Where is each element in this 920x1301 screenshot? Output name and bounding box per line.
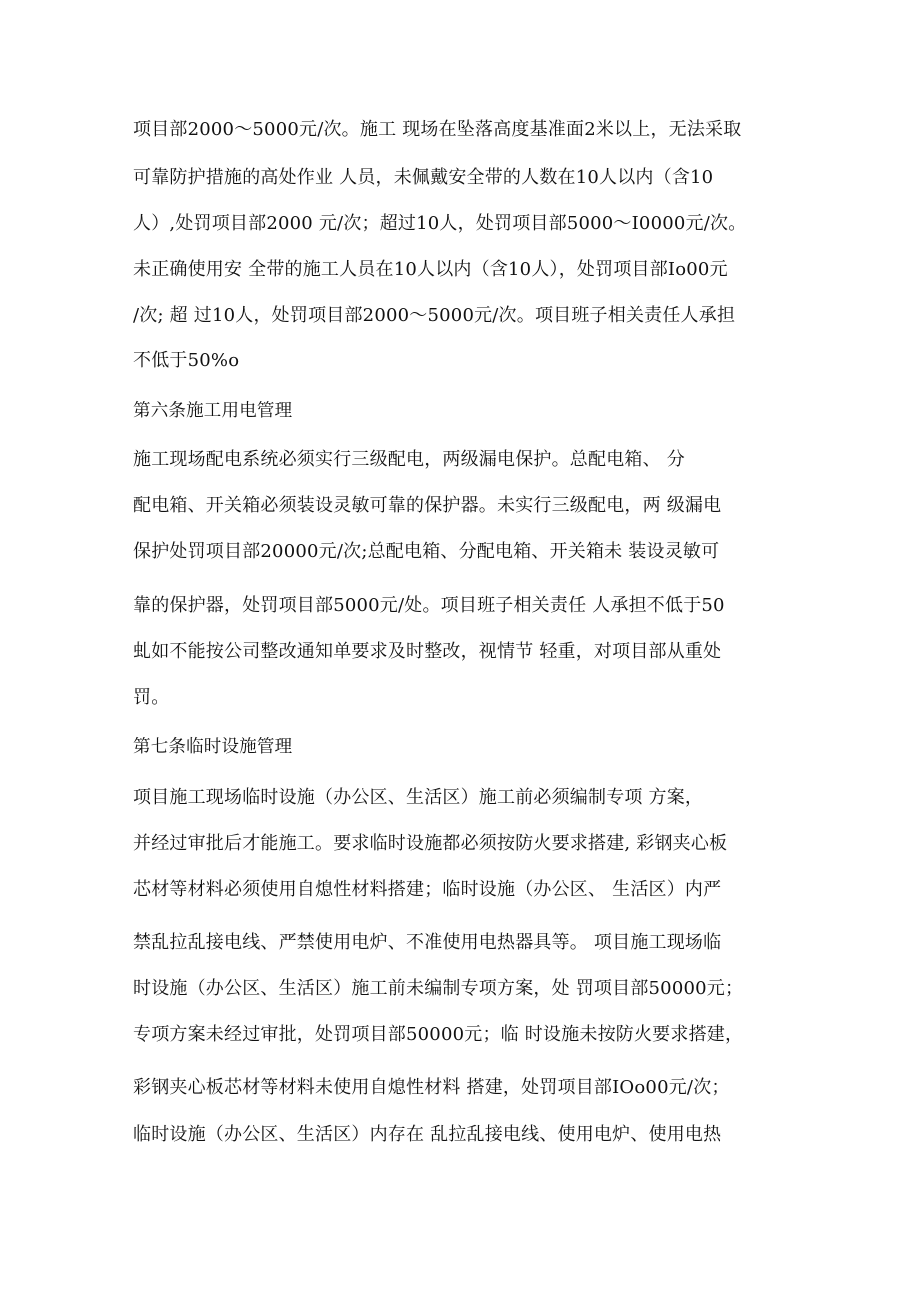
text-line: 芯材等材料必须使用自熄性材料搭建；临时设施（办公区、 生活区）内严	[133, 879, 722, 900]
text-line: 罚。	[133, 687, 170, 708]
text-line: 项目施工现场临时设施（办公区、生活区）施工前必须编制专项 方案，	[133, 787, 704, 808]
text-line: 虬如不能按公司整改通知单要求及时整改，视情节 轻重，对项目部从重处	[133, 641, 722, 662]
text-line: 可靠防护措施的高处作业 人员，未佩戴安全带的人数在10人以内（含10	[133, 167, 714, 188]
section-heading: 第六条施工用电管理	[133, 401, 293, 421]
text-line: 配电箱、开关箱必须装设灵敏可靠的保护器。未实行三级配电，两 级漏电	[133, 495, 722, 516]
section-heading: 第七条临时设施管理	[133, 737, 293, 757]
text-line: 施工现场配电系统必须实行三级配电，两级漏电保护。总配电箱、 分	[133, 449, 685, 470]
text-line: 禁乱拉乱接电线、严禁使用电炉、不准使用电热器具等。 项目施工现场临	[133, 932, 722, 953]
text-line: 保护处罚项目部20000元/次;总配电箱、分配电箱、开关箱未 装设灵敏可	[133, 541, 720, 562]
text-line: 项目部2000～5000元/次。施工 现场在坠落高度基准面2米以上，无法采取	[133, 119, 742, 140]
text-line: 靠的保护器，处罚项目部5000元/处。项目班子相关责任 人承担不低于50	[133, 595, 725, 616]
text-line: 人）,处罚项目部2000 元/次；超过10人，处罚项目部5000～I0000元/次。	[133, 213, 747, 234]
text-line: /次; 超 过10人，处罚项目部2000～5000元/次。项目班子相关责任人承担	[133, 305, 736, 326]
text-line: 时设施（办公区、生活区）施工前未编制专项方案，处 罚项目部50000元；	[133, 978, 744, 999]
text-line: 未正确使用安 全带的施工人员在10人以内（含10人），处罚项目部Io00元	[133, 259, 728, 280]
text-line: 彩钢夹心板芯材等材料未使用自熄性材料 搭建，处罚项目部IOo00元/次；	[133, 1077, 730, 1098]
text-line: 专项方案未经过审批，处罚项目部50000元；临 时设施未按防火要求搭建，	[133, 1024, 744, 1045]
text-line: 并经过审批后才能施工。要求临时设施都必须按防火要求搭建, 彩钢夹心板	[133, 833, 728, 854]
text-line: 不低于50%o	[133, 350, 240, 371]
text-line: 临时设施（办公区、生活区）内存在 乱拉乱接电线、使用电炉、使用电热	[133, 1124, 722, 1145]
